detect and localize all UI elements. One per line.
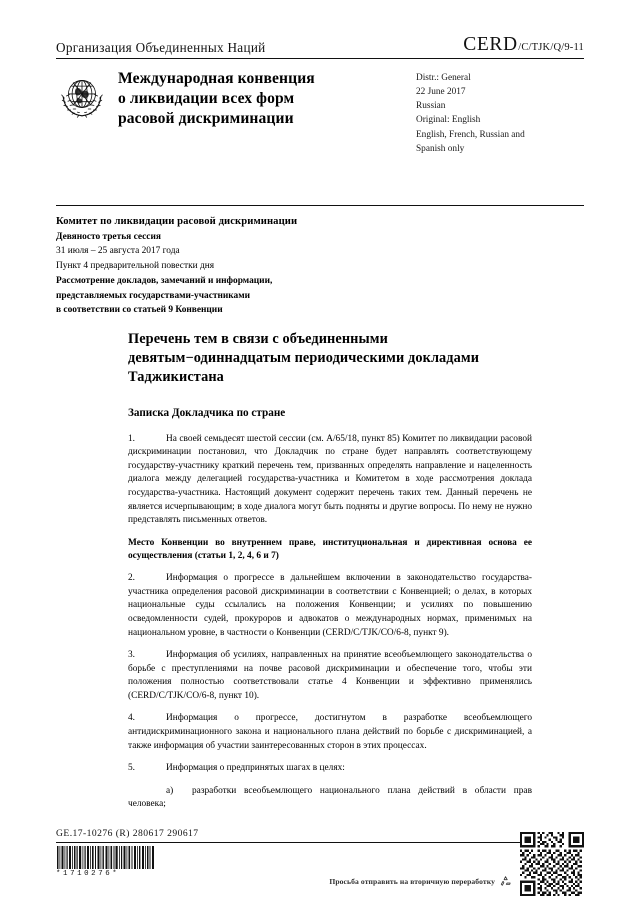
distribution-date: 22 June 2017 xyxy=(416,87,466,98)
convention-title-line-1: Международная конвенция xyxy=(118,70,315,87)
committee-block xyxy=(56,214,496,318)
distribution-type: Distr.: General xyxy=(416,73,471,83)
convention-title-line-3: расовой дискриминации xyxy=(118,109,294,127)
committee-name: Комитет по ликвидации расовой дискриминации xyxy=(56,216,298,227)
paragraph-4-number: 4. xyxy=(128,713,136,724)
paragraph-5 xyxy=(128,762,532,776)
masthead-top-row xyxy=(56,34,584,56)
recycle-text: Просьба отправить на вторичную переработку xyxy=(329,877,495,886)
organization-name: Организация Объединенных Наций xyxy=(56,40,266,55)
committee-agenda-title-line-1: Рассмотрение докладов, замечаний и информации, xyxy=(56,276,273,287)
recycle-icon xyxy=(499,875,512,888)
convention-title xyxy=(118,68,412,156)
distribution-languages-line-2: Spanish only xyxy=(416,143,465,154)
paragraph-2-number: 2. xyxy=(128,573,136,584)
sub-item-a xyxy=(128,785,532,812)
sub-item-a-label: a) xyxy=(166,785,174,796)
paragraph-1-number: 1. xyxy=(128,433,136,444)
paragraph-5-text: Информация о предпринятых шагах в целях: xyxy=(166,763,345,774)
masthead-bottom-row xyxy=(56,68,584,156)
distribution-block xyxy=(412,68,584,156)
qr-code xyxy=(520,832,584,896)
barcode-icon xyxy=(56,846,156,869)
paragraph-2 xyxy=(128,572,532,640)
committee-agenda-title-line-3: в соответствии со статьей 9 Конвенции xyxy=(56,305,223,316)
distribution-languages-line-1: English, French, Russian and xyxy=(416,129,525,140)
paragraph-3-text: Информация об усилиях, направленных на принятие всеобъемлющего законодательства о борьбе с преступлениями на почве расовой дискриминации и обеспечение того, чтобы эти положения полностью соответствовали статье 4 Конвенции и эффективно применялись (CERD/C/TJK/CO/6-8, пункт 10). xyxy=(128,650,532,701)
document-symbol xyxy=(463,34,584,56)
committee-agenda-title-line-2: представляемых государствами-участниками xyxy=(56,290,251,301)
ge-document-number: GE.17-10276 (R) 280617 290617 xyxy=(56,828,199,839)
paragraph-1-text: На своей семьдесят шестой сессии (см. A/65/18, пункт 85) Комитет по ликвидации расовой дискриминации постановил, что Докладчик по стране будет направлять соответствующему государству-участнику краткий перечень тем, призванных определять направление и нацеленность диалога между делегацией государства-участника и Комитетом в ходе рассмотрения доклада государства-участника. Настоящий документ содержит перечень таких тем. Данный перечень не является исчерпывающим; в ходе диалога могут быть подняты и другие вопросы. По нему не нужно представлять письменных ответов. xyxy=(128,433,532,526)
committee-dates: 31 июля – 25 августа 2017 года xyxy=(56,246,180,257)
masthead-rule xyxy=(56,58,584,59)
page-footer xyxy=(56,828,584,890)
paragraph-3-number: 3. xyxy=(128,650,136,661)
barcode-number: *1710276* xyxy=(56,870,120,878)
committee-agenda-item: Пункт 4 предварительной повестки дня xyxy=(56,261,215,272)
document-symbol-main: CERD xyxy=(463,34,518,55)
convention-title-line-2: о ликвидации всех форм xyxy=(118,89,295,107)
distribution-language: Russian xyxy=(416,101,446,112)
document-body xyxy=(128,330,532,818)
masthead xyxy=(56,34,584,156)
document-symbol-suffix: /C/TJK/Q/9-11 xyxy=(518,42,584,53)
footer-rule xyxy=(56,842,584,843)
un-emblem-icon xyxy=(56,70,108,122)
committee-rule xyxy=(56,205,584,206)
distribution-original: Original: English xyxy=(416,115,481,126)
paragraph-4 xyxy=(128,712,532,753)
document-subtitle: Записка Докладчика по стране xyxy=(128,406,286,419)
recycle-note xyxy=(329,875,512,888)
paragraph-1 xyxy=(128,433,532,528)
footer-row xyxy=(56,846,584,890)
sub-item-a-text: разработки всеобъемлющего национального плана действий в области прав человека; xyxy=(128,785,532,810)
section-heading: Место Конвенции во внутреннем праве, институциональная и директивная основа ее осуществления (статьи 1, 2, 4, 6 и 7) xyxy=(128,537,532,562)
paragraph-4-text: Информация о прогрессе, достигнутом в разработке всеобъемлющего антидискриминационного закона и национального плана действий по борьбе с дискриминацией, а также информация об участии заинтересованных сторон в этих процессах. xyxy=(128,713,532,751)
paragraph-3 xyxy=(128,649,532,703)
barcode-block xyxy=(56,846,156,878)
paragraph-2-text: Информация о прогрессе в дальнейшем включении в законодательство государства-участника определения расовой дискриминации в соответствии с Конвенцией; о делах, в которых национальные суды ссылались на положения Конвенции; и усилиях по повышению осведомленности судей, прокуроров и адвокатов о международных нормах, применимых на национальном уровне, в частности о Конвенции (CERD/C/TJK/CO/6-8, пункт 9). xyxy=(128,573,532,638)
page-title: Перечень тем в связи с объединенными девятым−одиннадцатым периодическими докладами Таджикистана xyxy=(128,331,480,385)
paragraph-5-number: 5. xyxy=(128,763,136,774)
committee-session: Девяносто третья сессия xyxy=(56,231,161,242)
